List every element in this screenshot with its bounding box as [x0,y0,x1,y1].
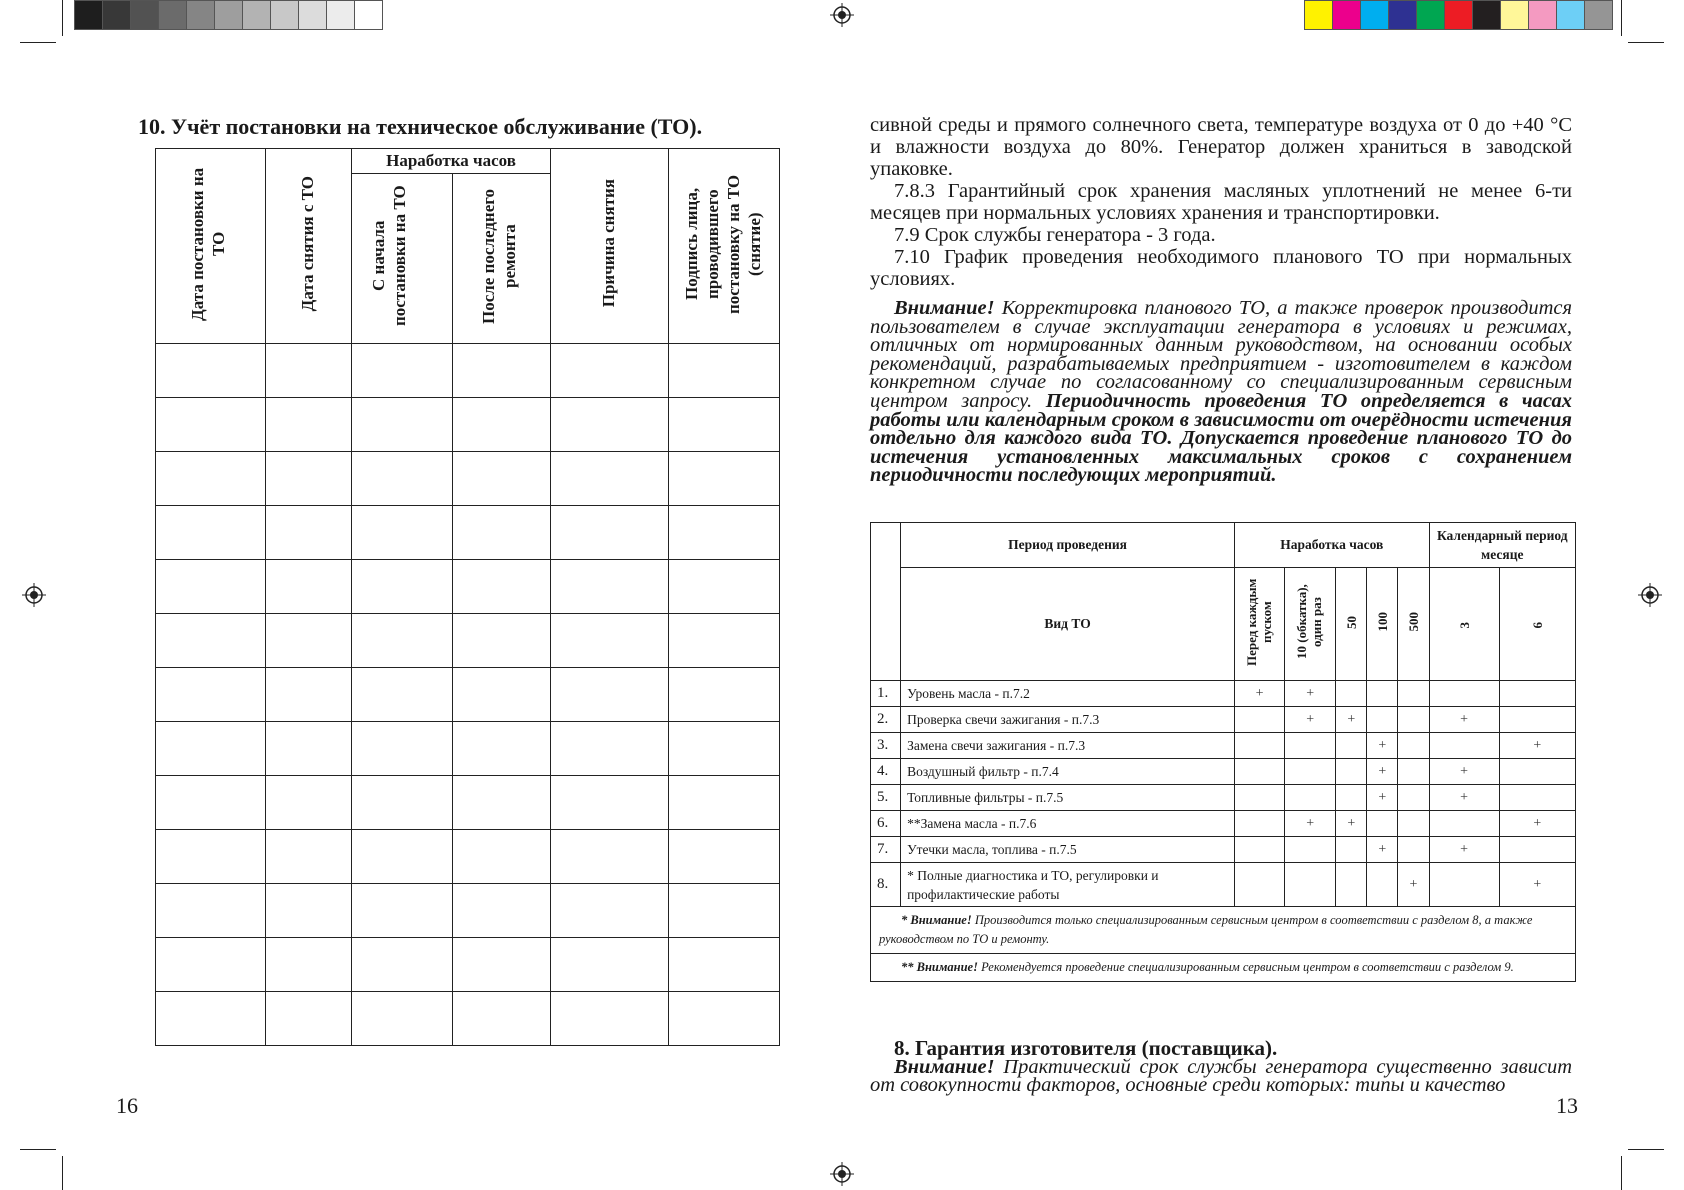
color-swatch [271,1,299,29]
table-footnote: ** Внимание! Рекомендуется проведение специализированным сервисным центром в соответствии с разделом 9. [871,954,1576,982]
schedule-mark: + [1499,863,1575,907]
blank-cell [266,614,352,668]
maintenance-kind: Воздушный фильтр - п.7.4 [901,759,1235,785]
schedule-mark [1285,863,1336,907]
blank-cell [453,938,551,992]
blank-cell [156,344,266,398]
schedule-mark [1398,811,1429,837]
blank-cell [266,830,352,884]
schedule-mark [1429,681,1499,707]
gray-swatch-strip [74,0,383,30]
crop-mark [62,1156,63,1190]
warning-text: Практический срок службы генератора существенно зависит от совокупности факторов, основные среди которых: типы и качество [870,1056,1573,1096]
blank-cell [669,560,780,614]
blank-cell [669,614,780,668]
warning-label: Внимание! [894,297,995,319]
table-row [871,811,1576,837]
maintenance-kind: **Замена масла - п.7.6 [901,811,1235,837]
row-number: 1. [871,681,901,707]
blank-cell [266,344,352,398]
schedule-mark [1398,681,1429,707]
schedule-mark [1235,759,1285,785]
blank-cell [551,398,669,452]
schedule-mark: + [1429,785,1499,811]
table-row [156,560,780,614]
schedule-mark [1499,837,1575,863]
table-row [156,398,780,452]
blank-cell [669,722,780,776]
blank-cell [266,668,352,722]
schedule-mark: + [1285,811,1336,837]
blank-cell [669,398,780,452]
table-row [156,884,780,938]
blank-cell [352,722,453,776]
row-number: 4. [871,759,901,785]
crop-mark [1621,1156,1622,1190]
registration-mark-icon [830,3,854,27]
color-swatch [215,1,243,29]
blank-cell [266,506,352,560]
blank-cell [266,722,352,776]
table-row [871,681,1576,707]
blank-cell [266,938,352,992]
paragraph: 7.10 График проведения необходимого планового ТО при нормальных условиях. [870,246,1572,290]
schedule-mark [1398,707,1429,733]
blank-cell [551,884,669,938]
section-title: 8. Гарантия изготовителя (поставщика). [894,1036,1278,1060]
blank-cell [352,452,453,506]
column-header: Вид ТО [901,568,1235,681]
schedule-mark [1285,837,1336,863]
warning-bold-text: Периодичность проведения ТО определяется в часах работы или календарным сроком в зависимости от очерёдности истечения отдельно для каждого вида ТО. Допускается проведение планового ТО до истечения установленных максимальных сроков с сохранением периодичности последующих мероприятий. [870,389,1573,487]
color-swatch [1557,1,1585,29]
blank-cell [453,398,551,452]
warning-text: Корректировка планового ТО, а также проверок производится пользователем в случае эксплуатации генератора в условиях и режимах, отличных от нормированных данным руководством, на основании особых рекомендаций, разрабатываемых предприятием - изготовителем в каждом конкретном случае по согласованному со специализированным сервисным центром запросу. [870,297,1573,412]
table-row [156,344,780,398]
color-swatch [1389,1,1417,29]
column-header: После последнего ремонта [453,174,551,344]
schedule-mark [1499,707,1575,733]
column-header: Перед каждым пуском [1235,568,1285,681]
warning-paragraph [870,1058,1572,1094]
schedule-mark [1336,863,1367,907]
column-header: Дата постановки на ТО [156,149,266,344]
blank-cell [551,992,669,1046]
color-swatch [187,1,215,29]
schedule-mark: + [1336,707,1367,733]
column-header: 50 [1336,568,1367,681]
blank-cell [453,992,551,1046]
registration-mark-icon [1638,583,1662,607]
blank-cell [669,452,780,506]
blank-cell [453,776,551,830]
color-swatch [1585,1,1612,29]
color-swatch [243,1,271,29]
schedule-mark: + [1367,785,1398,811]
table-row [156,776,780,830]
table-row [871,785,1576,811]
maintenance-schedule-table [870,522,1576,982]
registration-mark-icon [830,1162,854,1186]
column-header: 10 (обкатка), один раз [1285,568,1336,681]
paragraph: 7.9 Срок службы генератора - 3 года. [894,224,1216,246]
schedule-mark [1367,863,1398,907]
page-title: 10. Учёт постановки на техническое обслуживание (ТО). [138,114,703,139]
color-swatch-strip [1304,0,1613,30]
blank-cell [669,668,780,722]
schedule-mark: + [1499,811,1575,837]
schedule-mark [1367,707,1398,733]
schedule-mark: + [1429,759,1499,785]
column-header: 3 [1429,568,1499,681]
row-number: 7. [871,837,901,863]
maintenance-kind: * Полные диагностика и ТО, регулировки и профилактические работы [901,863,1235,907]
blank-cell [352,614,453,668]
schedule-mark: + [1235,681,1285,707]
blank-cell [352,398,453,452]
column-header: 6 [1499,568,1575,681]
blank-cell [266,884,352,938]
schedule-mark: + [1367,733,1398,759]
column-group-header: Наработка часов [352,149,551,174]
blank-cell [669,992,780,1046]
schedule-mark [1336,681,1367,707]
blank-cell [156,830,266,884]
blank-cell [352,992,453,1046]
maintenance-kind: Топливные фильтры - п.7.5 [901,785,1235,811]
table-row [871,759,1576,785]
schedule-mark [1336,785,1367,811]
row-number: 3. [871,733,901,759]
blank-cell [453,722,551,776]
color-swatch [1473,1,1501,29]
blank-cell [453,560,551,614]
schedule-mark [1367,811,1398,837]
schedule-mark [1367,681,1398,707]
blank-cell [551,776,669,830]
color-swatch [1445,1,1473,29]
page-number: 16 [116,1093,138,1118]
table-row [156,992,780,1046]
page-number: 13 [1556,1093,1578,1118]
schedule-mark [1398,837,1429,863]
table-row [156,668,780,722]
column-header: Дата снятия с ТО [266,149,352,344]
blank-cell [551,938,669,992]
blank-cell [266,398,352,452]
blank-cell [453,614,551,668]
blank-cell [352,560,453,614]
blank-cell [156,668,266,722]
blank-cell [669,938,780,992]
table-row [871,733,1576,759]
table-row [156,452,780,506]
crop-mark [20,1149,56,1150]
blank-cell [453,344,551,398]
column-group-header: Наработка часов [1235,523,1430,568]
schedule-mark [1336,733,1367,759]
table-row [156,614,780,668]
blank-cell [156,614,266,668]
schedule-mark [1285,759,1336,785]
schedule-mark: + [1398,863,1429,907]
blank-cell [669,776,780,830]
blank-cell [156,776,266,830]
schedule-mark [1235,785,1285,811]
blank-cell [551,452,669,506]
schedule-mark [1235,811,1285,837]
crop-mark [20,42,56,43]
blank-cell [156,452,266,506]
blank-cell [551,506,669,560]
schedule-mark [1398,759,1429,785]
table-row [871,863,1576,907]
table-row [156,938,780,992]
blank-cell [453,884,551,938]
blank-cell [352,668,453,722]
color-swatch [327,1,355,29]
blank-cell [352,938,453,992]
blank-cell [156,992,266,1046]
warning-paragraph [870,299,1572,485]
schedule-mark [1429,863,1499,907]
column-header: Причина снятия [551,149,669,344]
blank-cell [453,668,551,722]
blank-cell [551,614,669,668]
row-number: 8. [871,863,901,907]
paragraph: сивной среды и прямого солнечного света, температуре воздуха от 0 до +40 °С и влажности воздуха до 80%. Генератор должен храниться в заводской упаковке. [870,114,1572,180]
blank-cell [453,452,551,506]
schedule-mark: + [1367,759,1398,785]
maintenance-log-table [155,148,780,1046]
blank-cell [156,398,266,452]
blank-cell [551,830,669,884]
row-number: 2. [871,707,901,733]
color-swatch [1305,1,1333,29]
crop-mark [62,0,63,36]
color-swatch [1361,1,1389,29]
schedule-mark: + [1285,681,1336,707]
column-header: Период проведения [901,523,1235,568]
schedule-mark [1499,759,1575,785]
blank-cell [156,560,266,614]
schedule-mark [1285,785,1336,811]
blank-cell [551,668,669,722]
column-group-header: Календарный период месяце [1429,523,1575,568]
column-header: 500 [1398,568,1429,681]
blank-cell [352,884,453,938]
schedule-mark [1398,733,1429,759]
color-swatch [131,1,159,29]
schedule-mark: + [1285,707,1336,733]
table-row [156,722,780,776]
color-swatch [1333,1,1361,29]
table-row [156,506,780,560]
blank-cell [156,884,266,938]
blank-cell [156,506,266,560]
color-swatch [103,1,131,29]
schedule-mark [1429,811,1499,837]
color-swatch [159,1,187,29]
schedule-mark [1398,785,1429,811]
blank-cell [156,722,266,776]
registration-mark-icon [22,583,46,607]
schedule-mark [1499,681,1575,707]
blank-cell [352,506,453,560]
maintenance-kind: Уровень масла - п.7.2 [901,681,1235,707]
blank-cell [352,776,453,830]
schedule-mark [1336,759,1367,785]
column-header: 100 [1367,568,1398,681]
body-text [870,114,1572,290]
schedule-mark: + [1429,707,1499,733]
blank-cell [453,506,551,560]
blank-cell [453,830,551,884]
maintenance-kind: Замена свечи зажигания - п.7.3 [901,733,1235,759]
blank-cell [669,506,780,560]
blank-cell [266,992,352,1046]
crop-mark [1628,42,1664,43]
blank-cell [266,560,352,614]
color-swatch [1501,1,1529,29]
table-footnote: * Внимание! Производится только специализированным сервисным центром в соответствии с разделом 8, а также руководством по ТО и ремонту. [871,907,1576,954]
maintenance-kind: Утечки масла, топлива - п.7.5 [901,837,1235,863]
schedule-mark [1235,733,1285,759]
blank-cell [669,344,780,398]
column-header: С начала постановки на ТО [352,174,453,344]
blank-cell [551,560,669,614]
row-number: 6. [871,811,901,837]
maintenance-kind: Проверка свечи зажигания - п.7.3 [901,707,1235,733]
schedule-mark [1235,863,1285,907]
warning-label: Внимание! [894,1056,995,1078]
schedule-mark: + [1336,811,1367,837]
table-row [871,837,1576,863]
schedule-mark [1285,733,1336,759]
blank-cell [266,776,352,830]
blank-cell [156,938,266,992]
blank-cell [551,344,669,398]
blank-cell [352,830,453,884]
color-swatch [355,1,382,29]
blank-cell [266,452,352,506]
schedule-mark: + [1367,837,1398,863]
table-row [156,830,780,884]
schedule-mark: + [1429,837,1499,863]
schedule-mark: + [1499,733,1575,759]
color-swatch [299,1,327,29]
color-swatch [75,1,103,29]
schedule-mark [1499,785,1575,811]
column-header: Подпись лица, проводившего постановку на ТО (снятие) [669,149,780,344]
crop-mark [1628,1149,1664,1150]
color-swatch [1417,1,1445,29]
schedule-mark [1429,733,1499,759]
blank-cell [551,722,669,776]
blank-cell [669,830,780,884]
schedule-mark [1235,837,1285,863]
paragraph: 7.8.3 Гарантийный срок хранения масляных уплотнений не менее 6-ти месяцев при нормальных условиях хранения и транспортировки. [870,180,1572,224]
blank-cell [669,884,780,938]
row-number: 5. [871,785,901,811]
schedule-mark [1235,707,1285,733]
table-row [871,707,1576,733]
schedule-mark [1336,837,1367,863]
crop-mark [1621,0,1622,36]
color-swatch [1529,1,1557,29]
blank-cell [352,344,453,398]
